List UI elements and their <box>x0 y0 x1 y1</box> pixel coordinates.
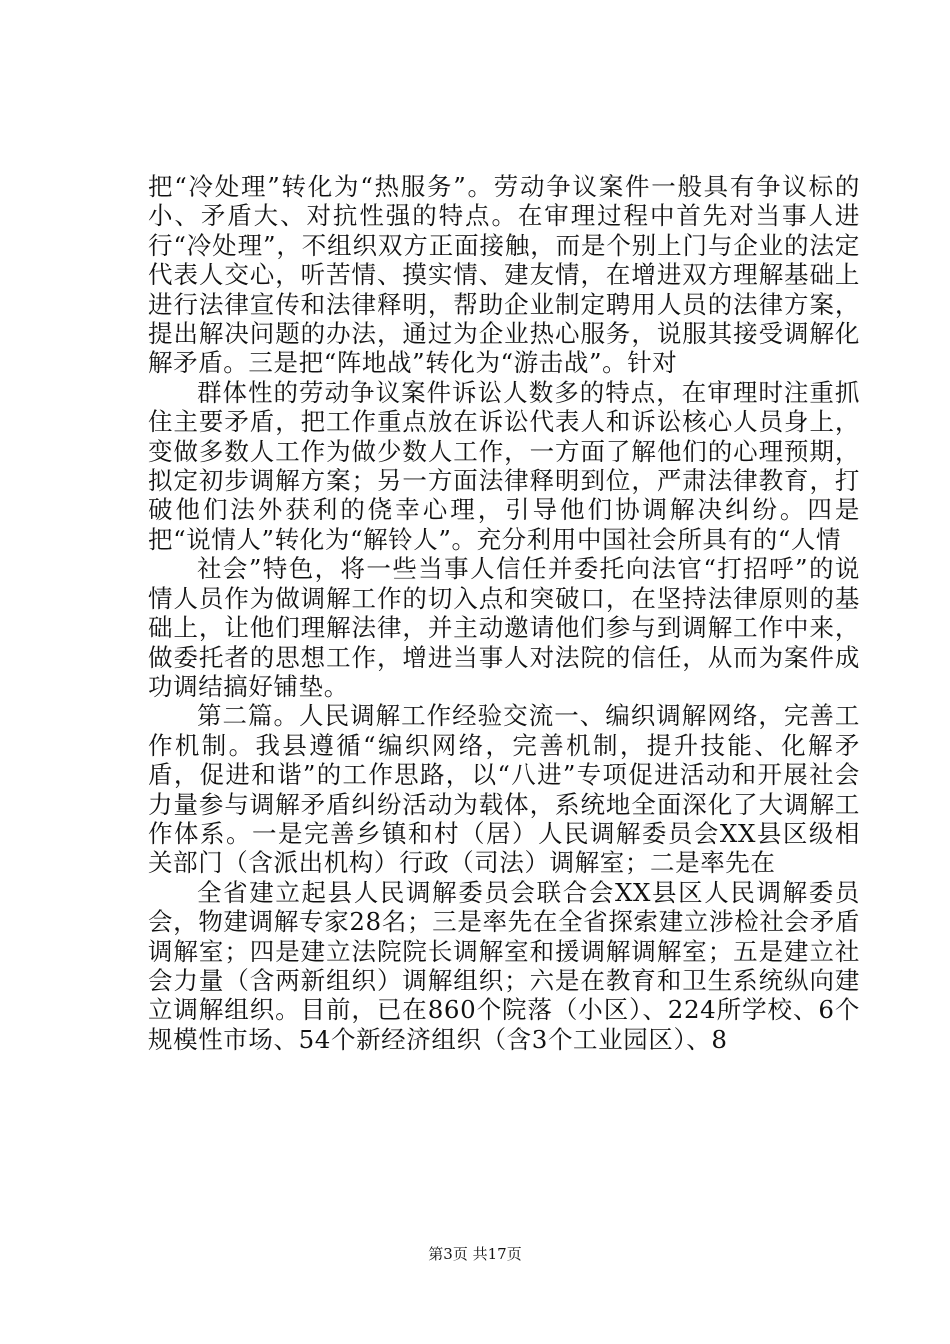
paragraph-4: 第二篇。人民调解工作经验交流一、编织调解网络，完善工作机制。我县遵循“编织网络，完善机制，提升技能、化解矛盾，促进和谐”的工作思路，以“八进”专项促进活动和开展社会力量参与调解矛盾纠纷活动为载体，系统地全面深化了大调解工作体系。一是完善乡镇和村（居）人民调解委员会XX县区级相关部门（含派出机构）行政（司法）调解室；二是率先在 <box>148 701 860 878</box>
paragraph-1: 把“冷处理”转化为“热服务”。劳动争议案件一般具有争议标的小、矛盾大、对抗性强的特点。在审理过程中首先对当事人进行“冷处理”，不组织双方正面接触，而是个别上门与企业的法定代表人交心，听苦情、摸实情、建友情，在增进双方理解基础上进行法律宣传和法律释明，帮助企业制定聘用人员的法律方案，提出解决问题的办法，通过为企业热心服务，说服其接受调解化解矛盾。三是把“阵地战”转化为“游击战”。针对 <box>148 172 860 378</box>
paragraph-2: 群体性的劳动争议案件诉讼人数多的特点，在审理时注重抓住主要矛盾，把工作重点放在诉讼代表人和诉讼核心人员身上，变做多数人工作为做少数人工作，一方面了解他们的心理预期，拟定初步调解方案；另一方面法律释明到位，严肃法律教育，打破他们法外获利的侥幸心理，引导他们协调解决纠纷。四是把“说情人”转化为“解铃人”。充分利用中国社会所具有的“人情 <box>148 377 860 554</box>
document-body <box>148 172 860 1054</box>
paragraph-3: 社会”特色，将一些当事人信任并委托向法官“打招呼”的说情人员作为做调解工作的切入点和突破口，在坚持法律原则的基础上，让他们理解法律，并主动邀请他们参与到调解工作中来，做委托者的思想工作，增进当事人对法院的信任，从而为案件成功调结搞好铺垫。 <box>148 554 860 701</box>
paragraph-5: 全省建立起县人民调解委员会联合会XX县区人民调解委员会，物建调解专家28名；三是率先在全省探索建立涉检社会矛盾调解室；四是建立法院院长调解室和援调解调解室；五是建立社会力量（含两新组织）调解组织；六是在教育和卫生系统纵向建立调解组织。目前，已在860个院落（小区）、224所学校、6个规模性市场、54个新经济组织（含3个工业园区）、8 <box>148 877 860 1054</box>
page-footer: 第3页 共17页 <box>428 1245 522 1263</box>
